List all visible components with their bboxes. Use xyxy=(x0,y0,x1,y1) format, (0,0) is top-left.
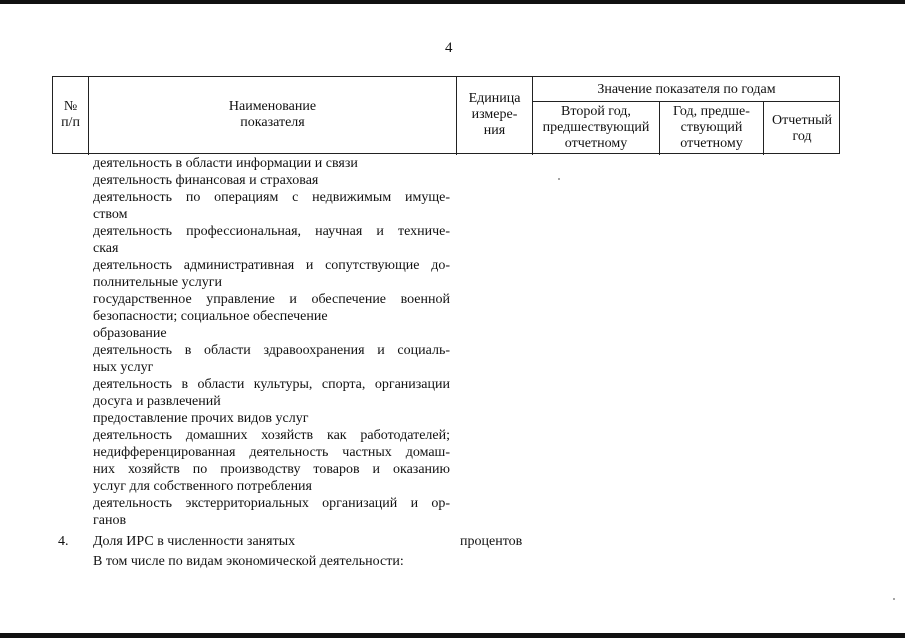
header-year-report: Отчетный год xyxy=(772,113,832,144)
scan-speck xyxy=(893,598,895,600)
activity-item-line: полнительные услуги xyxy=(93,275,223,290)
page-number: 4 xyxy=(445,40,453,56)
header-num: № п/п xyxy=(61,99,80,130)
activity-item-line: предоставление прочих видов услуг xyxy=(93,411,309,426)
activity-item-line: деятельность профессиональная, научная и техниче- xyxy=(93,224,450,239)
activity-item-line: ством xyxy=(93,207,128,222)
row-indicator-name: Доля ИРС в численности занятых xyxy=(93,534,296,549)
header-year-previous: Год, предше- ствующий отчетному xyxy=(673,104,750,151)
activity-item-line: государственное управление и обеспечение военной xyxy=(93,292,450,307)
activity-item-line: деятельность домашних хозяйств как работодателей; xyxy=(93,428,450,443)
activity-item-line: деятельность экстерриториальных организаций и ор- xyxy=(93,496,450,511)
activity-item-line: недифференцированная деятельность частных домаш- xyxy=(93,445,450,460)
activity-item-line: деятельность в области информации и связи xyxy=(93,156,358,171)
table-header xyxy=(52,76,840,154)
activity-item xyxy=(93,257,450,291)
bottom-border-rule xyxy=(0,633,905,638)
activity-item-line: деятельность в области культуры, спорта, организации xyxy=(93,377,450,392)
activity-item-line: деятельность по операциям с недвижимым имуще- xyxy=(93,190,450,205)
activity-item-line: ных услуг xyxy=(93,360,154,375)
activity-item xyxy=(93,155,450,172)
activity-item xyxy=(93,410,450,427)
subheading: В том числе по видам экономической деятельности: xyxy=(93,554,404,569)
row-divider xyxy=(532,101,840,102)
activity-item-line: образование xyxy=(93,326,167,341)
activity-item xyxy=(93,291,450,325)
scan-speck xyxy=(558,178,560,180)
activity-item xyxy=(93,427,450,495)
activity-item xyxy=(93,223,450,257)
header-name: Наименование показателя xyxy=(228,99,317,130)
header-year-second: Второй год, предшествующий отчетному xyxy=(542,104,650,151)
header-unit: Единица измере- ния xyxy=(468,91,521,138)
activity-item-line: деятельность административная и сопутствующие до- xyxy=(93,258,450,273)
activity-item xyxy=(93,376,450,410)
activity-item-line: досуга и развлечений xyxy=(93,394,221,409)
activity-item-line: них хозяйств по производству товаров и оказанию xyxy=(93,462,450,477)
activity-item xyxy=(93,325,450,342)
activity-item xyxy=(93,189,450,223)
activity-item-line: услуг для собственного потребления xyxy=(93,479,312,494)
header-values-by-year: Значение показателя по годам xyxy=(597,82,776,97)
activity-item xyxy=(93,172,450,189)
activity-item-line: безопасности; социальное обеспечение xyxy=(93,309,328,324)
activity-item-line: ганов xyxy=(93,513,127,528)
activity-item-line: ская xyxy=(93,241,119,256)
row-unit: процентов xyxy=(460,534,523,549)
activity-item-line: деятельность финансовая и страховая xyxy=(93,173,319,188)
top-border-rule xyxy=(0,0,905,4)
activity-item-line: деятельность в области здравоохранения и социаль- xyxy=(93,343,450,358)
activity-item xyxy=(93,342,450,376)
row-number: 4. xyxy=(58,534,69,549)
activity-item xyxy=(93,495,450,529)
